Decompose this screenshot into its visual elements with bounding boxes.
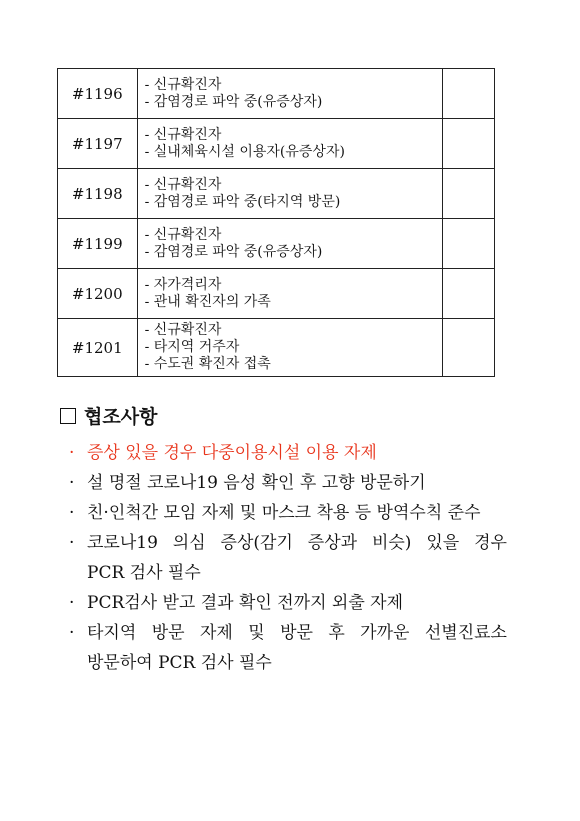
case-description	[137, 69, 442, 119]
list-item	[67, 468, 507, 498]
list-item	[67, 588, 507, 618]
list-item	[67, 528, 507, 588]
description-line: - 신규확진자	[144, 322, 222, 338]
case-number: #1199	[58, 219, 138, 269]
description-line: - 자가격리자	[144, 276, 222, 293]
list-item	[67, 618, 507, 678]
empty-cell	[442, 69, 494, 119]
word: 의심	[172, 533, 206, 553]
note-text-continued: PCR 검사 필수	[87, 563, 201, 583]
bullet-icon: ·	[69, 443, 75, 463]
case-number: #1197	[58, 119, 138, 169]
note-text-continued: 방문하여 PCR 검사 필수	[87, 653, 272, 673]
case-table	[57, 68, 495, 377]
note-text	[87, 528, 507, 558]
section-title: 협조사항	[84, 406, 158, 428]
table-row	[58, 69, 495, 119]
word: 코로나19	[87, 533, 158, 553]
note-text: PCR검사 받고 결과 확인 전까지 외출 자제	[87, 593, 403, 613]
word: 방문	[280, 623, 313, 643]
description-line: - 신규확진자	[144, 76, 222, 93]
notes-list	[67, 438, 507, 678]
word: 선별진료소	[424, 623, 507, 643]
section-heading	[60, 402, 157, 429]
bullet-icon: ·	[69, 473, 75, 493]
empty-cell	[442, 269, 494, 319]
bullet-icon: ·	[69, 593, 75, 613]
word: 있을	[426, 533, 460, 553]
table-row	[58, 319, 495, 377]
description-line: - 감염경로 파악 중(유증상자)	[144, 243, 323, 260]
case-description	[137, 269, 442, 319]
word: 증상과	[307, 533, 358, 553]
case-number: #1200	[58, 269, 138, 319]
empty-cell	[442, 119, 494, 169]
case-description	[137, 169, 442, 219]
list-item	[67, 438, 507, 468]
word: 경우	[474, 533, 507, 553]
description-line: - 관내 확진자의 가족	[144, 293, 271, 310]
table-row	[58, 119, 495, 169]
word: 비슷)	[371, 533, 412, 553]
note-text: 설 명절 코로나19 음성 확인 후 고향 방문하기	[87, 473, 426, 493]
word: 및	[248, 623, 265, 643]
word: 증상(감기	[220, 533, 293, 553]
case-description	[137, 219, 442, 269]
description-line: - 타지역 거주자	[144, 339, 240, 355]
table-row	[58, 269, 495, 319]
description-line: - 감염경로 파악 중(타지역 방문)	[144, 193, 341, 210]
table-row	[58, 169, 495, 219]
word: 자제	[199, 623, 233, 643]
case-number: #1198	[58, 169, 138, 219]
case-number: #1196	[58, 69, 138, 119]
note-text: 증상 있을 경우 다중이용시설 이용 자제	[87, 443, 377, 463]
empty-cell	[442, 169, 494, 219]
description-line: - 신규확진자	[144, 226, 222, 243]
word: 가까운	[360, 623, 410, 643]
case-number: #1201	[58, 319, 138, 377]
word: 방문	[151, 623, 185, 643]
description-line: - 실내체육시설 이용자(유증상자)	[144, 143, 345, 160]
description-line: - 신규확진자	[144, 126, 222, 143]
note-text: 친·인척간 모임 자제 및 마스크 착용 등 방역수칙 준수	[87, 503, 481, 523]
empty-cell	[442, 219, 494, 269]
checkbox-square-icon	[60, 408, 76, 424]
description-line: - 신규확진자	[144, 176, 222, 193]
bullet-icon: ·	[69, 623, 75, 643]
description-line: - 감염경로 파악 중(유증상자)	[144, 93, 323, 110]
bullet-icon: ·	[69, 503, 75, 523]
bullet-icon: ·	[69, 533, 75, 553]
case-description	[137, 119, 442, 169]
word: 타지역	[87, 623, 137, 643]
empty-cell	[442, 319, 494, 377]
case-description	[137, 319, 442, 377]
table-row	[58, 219, 495, 269]
note-text	[87, 618, 507, 648]
list-item	[67, 498, 507, 528]
description-line: - 수도권 확진자 접촉	[144, 356, 271, 372]
word: 후	[328, 623, 345, 643]
